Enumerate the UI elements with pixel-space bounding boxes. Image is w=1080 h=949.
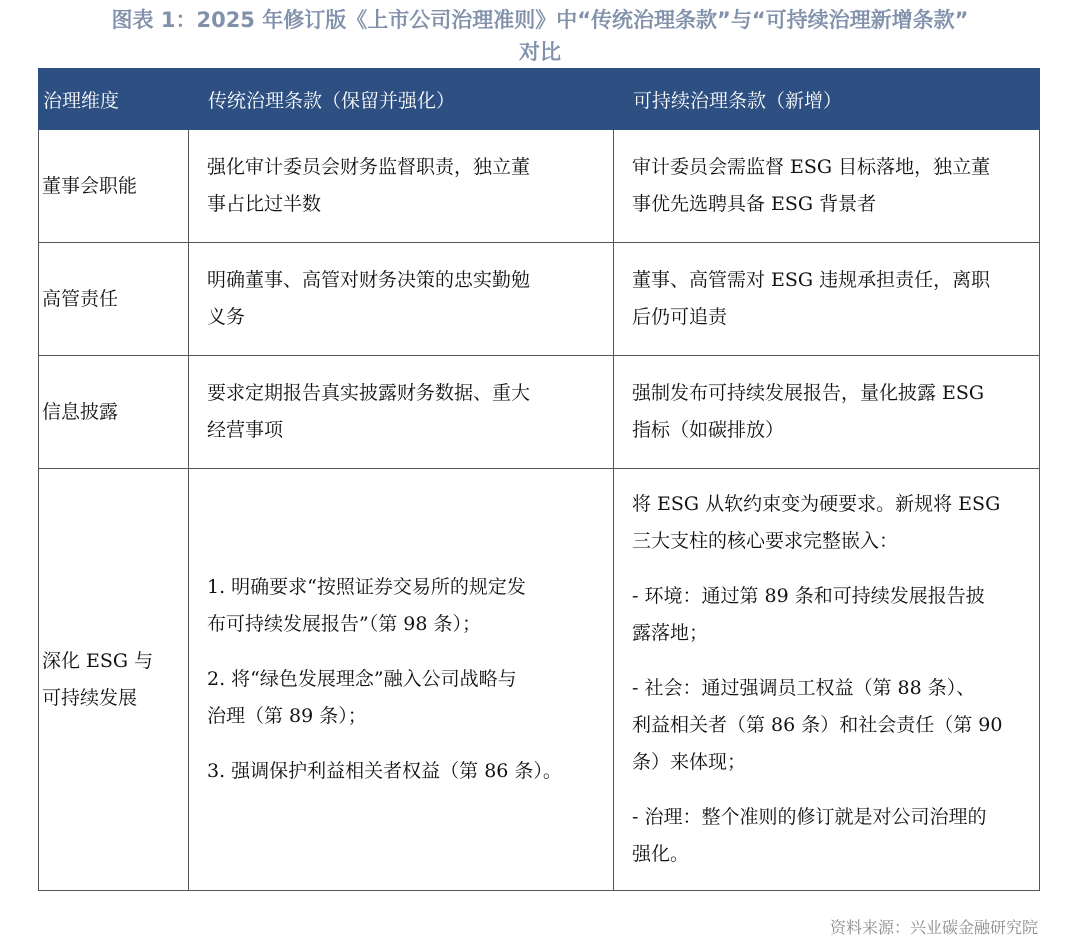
cell-line: 露落地； xyxy=(632,622,709,644)
cell-line: 2. 将“绿色发展理念”融入公司战略与 xyxy=(207,668,517,690)
source-note: 资料来源：兴业碳金融研究院 xyxy=(829,918,1038,937)
cell-line: 义务 xyxy=(207,306,246,328)
header-sustainable: 可持续治理条款（新增） xyxy=(614,69,1040,130)
cell-line: 董事、高管需对 ESG 违规承担责任，离职 xyxy=(632,269,991,291)
traditional-cell xyxy=(189,243,614,356)
sustainable-cell xyxy=(614,469,1040,891)
sustainable-cell xyxy=(614,356,1040,469)
list-item xyxy=(632,486,1037,560)
dimension-cell: 信息披露 xyxy=(39,356,189,469)
cell-line: 1. 明确要求“按照证券交易所的规定发 xyxy=(207,576,526,598)
cell-line: 事占比过半数 xyxy=(207,193,322,215)
traditional-cell xyxy=(189,130,614,243)
list-item xyxy=(207,661,611,735)
cell-line: 3. 强调保护利益相关者权益（第 86 条）。 xyxy=(207,760,562,782)
header-traditional: 传统治理条款（保留并强化） xyxy=(189,69,614,130)
cell-line: 强制发布可持续发展报告，量化披露 ESG xyxy=(632,382,985,404)
cell-line: 将 ESG 从软约束变为硬要求。新规将 ESG xyxy=(632,493,1001,515)
dimension-cell xyxy=(39,469,189,891)
traditional-cell xyxy=(189,356,614,469)
table-row xyxy=(39,356,1040,469)
cell-line: 审计委员会需监督 ESG 目标落地，独立董 xyxy=(632,156,991,178)
cell-line: 深化 ESG 与 xyxy=(42,649,154,672)
list-item xyxy=(632,670,1037,781)
table-row xyxy=(39,243,1040,356)
dimension-cell: 高管责任 xyxy=(39,243,189,356)
cell-line: 要求定期报告真实披露财务数据、重大 xyxy=(207,382,531,404)
figure-title-line1: 图表 1：2025 年修订版《上市公司治理准则》中“传统治理条款”与“可持续治理新增条款” xyxy=(111,8,969,32)
sustainable-cell xyxy=(614,243,1040,356)
comparison-table xyxy=(38,68,1040,891)
cell-line: 利益相关者（第 86 条）和社会责任（第 90 xyxy=(632,714,1003,736)
cell-line: 强化审计委员会财务监督职责，独立董 xyxy=(207,156,531,178)
list-item xyxy=(207,753,611,790)
cell-line: - 环境：通过第 89 条和可持续发展报告披 xyxy=(632,585,985,607)
cell-line: 条）来体现； xyxy=(632,751,747,773)
table-row xyxy=(39,469,1040,891)
cell-line: 经营事项 xyxy=(207,419,284,441)
cell-line: 强化。 xyxy=(632,843,690,865)
cell-line: 治理（第 89 条）； xyxy=(207,705,367,727)
cell-line: 可持续发展 xyxy=(42,686,138,709)
cell-line: 布可持续发展报告”（第 98 条）； xyxy=(207,613,481,635)
list-item xyxy=(207,569,611,643)
cell-line: 事优先选聘具备 ESG 背景者 xyxy=(632,193,877,215)
cell-line: 后仍可追责 xyxy=(632,306,728,328)
cell-line: 明确董事、高管对财务决策的忠实勤勉 xyxy=(207,269,531,291)
cell-line: - 治理：整个准则的修订就是对公司治理的 xyxy=(632,806,987,828)
figure-title-line2: 对比 xyxy=(519,40,561,64)
header-dimension: 治理维度 xyxy=(39,69,189,130)
figure-title xyxy=(0,4,1080,68)
table-header-row xyxy=(39,69,1040,130)
list-item xyxy=(632,578,1037,652)
dimension-cell: 董事会职能 xyxy=(39,130,189,243)
traditional-cell xyxy=(189,469,614,891)
sustainable-cell xyxy=(614,130,1040,243)
cell-line: - 社会：通过强调员工权益（第 88 条）、 xyxy=(632,677,976,699)
cell-line: 指标（如碳排放） xyxy=(632,419,785,441)
table-row xyxy=(39,130,1040,243)
cell-line: 三大支柱的核心要求完整嵌入： xyxy=(632,530,899,552)
list-item xyxy=(632,799,1037,873)
